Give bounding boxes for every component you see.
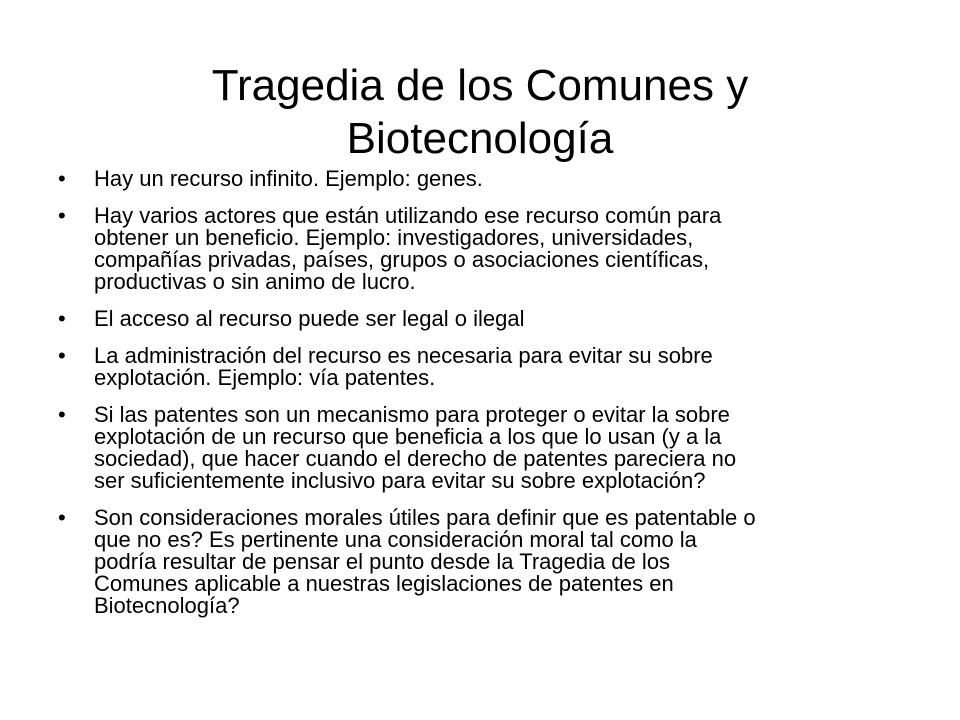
bullet-icon: • [58,203,66,228]
bullet-4-line-1: La administración del recurso es necesaria para evitar su sobre [94,343,713,368]
bullet-item-4 [58,345,908,389]
bullet-2-line-1: Hay varios actores que están utilizando ese recurso común para [94,203,722,228]
bullet-2-line-3: compañías privadas, países, grupos o asociaciones científicas, [94,247,710,272]
bullet-item-3 [58,308,908,330]
bullet-item-2 [58,205,908,293]
bullet-1-line-1: Hay un recurso infinito. Ejemplo: genes. [94,166,483,191]
bullet-icon: • [58,402,66,427]
bullet-list [58,168,908,632]
slide-title-line-2: Biotecnología [346,114,614,164]
bullet-2-line-4: productivas o sin animo de lucro. [94,269,416,294]
bullet-icon: • [58,166,66,191]
bullet-5-line-1: Si las patentes son un mecanismo para proteger o evitar la sobre [94,402,730,427]
slide-title [60,59,900,165]
bullet-5-line-4: ser suficientemente inclusivo para evitar su sobre explotación? [94,468,706,493]
bullet-6-line-5: Biotecnología? [94,593,240,618]
bullet-6-line-3: podría resultar de pensar el punto desde la Tragedia de los [94,549,671,574]
bullet-5-line-3: sociedad), que hacer cuando el derecho de patentes pareciera no [94,446,737,471]
bullet-2-line-2: obtener un beneficio. Ejemplo: investigadores, universidades, [94,225,694,250]
slide-title-line-1: Tragedia de los Comunes y [211,61,749,111]
bullet-item-6 [58,507,908,617]
bullet-3-line-1: El acceso al recurso puede ser legal o ilegal [94,306,525,331]
bullet-4-line-2: explotación. Ejemplo: vía patentes. [94,365,436,390]
bullet-5-line-2: explotación de un recurso que beneficia a los que lo usan (y a la [94,424,722,449]
bullet-6-line-2: que no es? Es pertinente una consideración moral tal como la [94,527,697,552]
bullet-6-line-4: Comunes aplicable a nuestras legislaciones de patentes en [94,571,674,596]
bullet-icon: • [58,343,66,368]
bullet-icon: • [58,306,66,331]
bullet-item-1 [58,168,908,190]
bullet-icon: • [58,505,66,530]
bullet-item-5 [58,404,908,492]
bullet-6-line-1: Son consideraciones morales útiles para definir que es patentable o [94,505,756,530]
